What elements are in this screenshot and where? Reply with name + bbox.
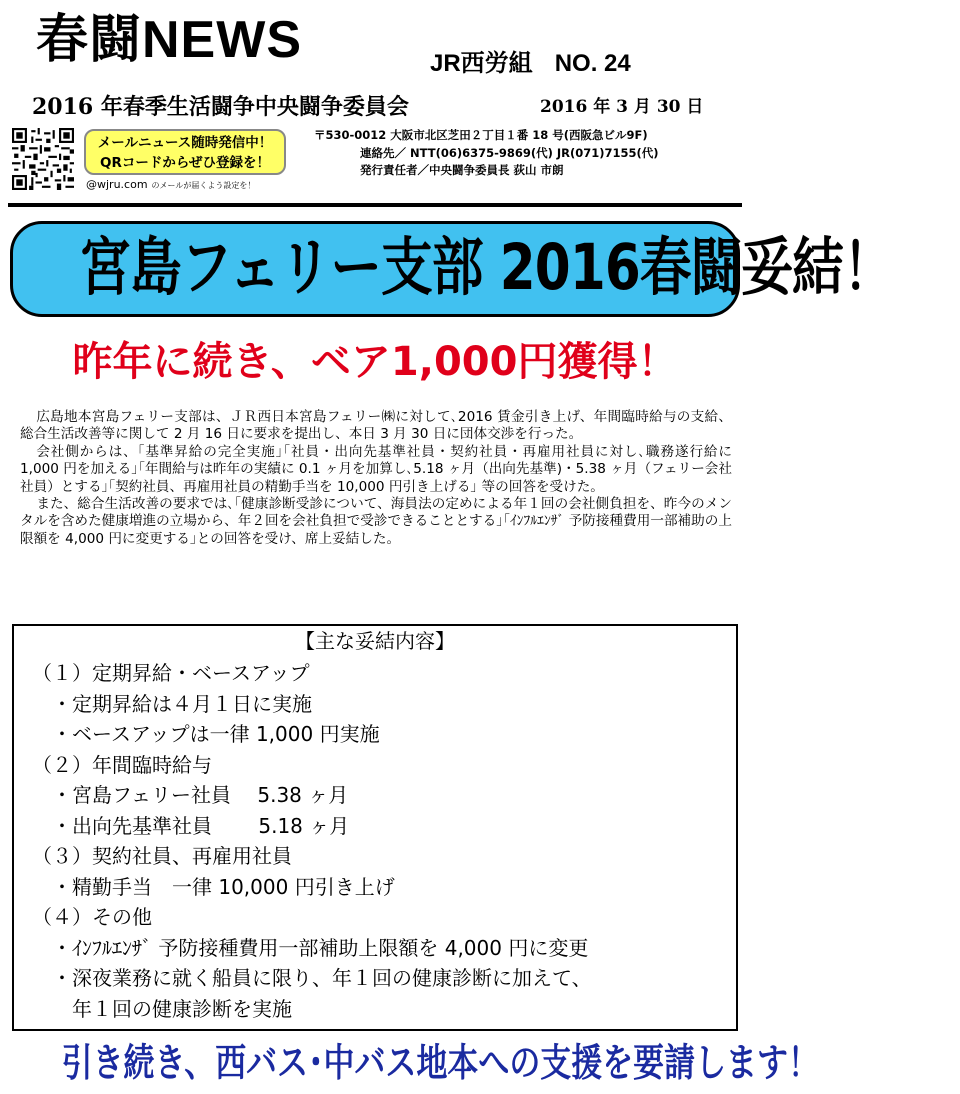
summary-item: 年１回の健康診断を実施 <box>72 996 292 1021</box>
article-paragraph: また、総合生活改善の要求では､｢健康診断受診について、海員法の定めによる年１回の会社側負担を、昨今のメンタルを含めた健康増進の立場から、年２回を会社負担で受診できることとする｣｢ｲﾝﾌﾙｴﾝｻﾞ 予防接種費用一部補助の上限額を 4,000 円に変更する｣との回答を受け、席上妥結した。 <box>20 496 732 547</box>
mail-domain-hint: のメールが届くよう設定を！ <box>151 181 256 190</box>
contact-phone: 連絡先／ NTT(06)6375-9869(代) JR(071)7155(代) <box>360 145 659 160</box>
summary-item: ・宮島フェリー社員 5.38 ヶ月 <box>52 783 349 807</box>
contact-publisher: 発行責任者／中央闘争委員長 荻山 市朗 <box>360 163 564 177</box>
subheadline: 昨年に続き、ベア1,000円獲得！ <box>72 339 678 385</box>
mail-callout-line1: メールニュース随時発信中！ <box>97 135 273 151</box>
summary-item: ・定期昇給は４月１日に実施 <box>52 691 312 716</box>
publication-date: 2016 年 3 月 30 日 <box>540 97 704 117</box>
newsletter-title: 春闘NEWS <box>36 11 303 69</box>
summary-item: ・深夜業務に就く船員に限り、年１回の健康診断に加えて、 <box>52 966 592 990</box>
summary-heading: （１）定期昇給・ベースアップ <box>32 661 310 685</box>
summary-heading: （２）年間臨時給与 <box>32 752 212 777</box>
summary-item: ・ｲﾝﾌﾙｴﾝｻﾞ 予防接種費用一部補助上限額を 4,000 円に変更 <box>52 935 589 960</box>
org-line <box>430 50 631 78</box>
footer-appeal <box>0 1040 819 1088</box>
headline-text: 宮島フェリー支部 2016春闘妥結！ <box>79 231 894 305</box>
summary-title: 【主な妥結内容】 <box>295 629 455 653</box>
mail-domain-note <box>86 178 255 193</box>
summary-item: ・精勤手当 一律 10,000 円引き上げ <box>52 874 395 899</box>
qr-code-icon[interactable] <box>12 128 74 190</box>
article-paragraph: 会社側からは、｢基準昇給の完全実施｣｢社員・出向先基準社員・契約社員・再雇用社員に対し､職務遂行給に 1,000 円を加える｣｢年間給与は昨年の実績に 0.1 ヶ月を加算し､5.18 ヶ月（出向先基準)・5.38 ヶ月（フェリー会社社員）とする｣｢契約社員、再雇用社員の精勤手当を 10,000 円引き上げる｣ 等の回答を受けた。 <box>20 443 732 495</box>
summary-heading: （３）契約社員、再雇用社員 <box>32 844 292 868</box>
footer-appeal-text: 引き続き、西バス･中バス地本への支援を要請します！ <box>61 1041 819 1086</box>
issue-number: NO. 24 <box>554 50 631 77</box>
summary-list <box>32 658 592 1024</box>
article-paragraph: 広島地本宮島フェリー支部は、ＪＲ西日本宮島フェリー㈱に対して､2016 賃金引き上げ、年間臨時給与の支給、総合生活改善等に関して 2 月 16 日に要求を提出し、本日 3 月 30 日に団体交渉を行った。 <box>20 409 732 443</box>
contact-address: 〒530-0012 大阪市北区芝田２丁目１番 18 号(西阪急ビル9F) <box>314 128 648 142</box>
summary-item: ・ベースアップは一律 1,000 円実施 <box>52 722 380 746</box>
contact-block <box>314 127 659 180</box>
mail-callout-line2: QRコードからぜひ登録を！ <box>100 155 270 171</box>
mail-news-callout <box>84 129 286 175</box>
headline-banner <box>10 221 894 317</box>
committee-name: 2016 年春季生活闘争中央闘争委員会 <box>32 94 409 120</box>
article-body <box>20 409 732 548</box>
header-divider <box>8 203 742 207</box>
summary-item: ・出向先基準社員 5.18 ヶ月 <box>52 813 350 838</box>
org-name: JR西労組 <box>430 50 533 77</box>
summary-heading: （４）その他 <box>32 905 152 929</box>
mail-domain: @wjru.com <box>86 178 148 191</box>
